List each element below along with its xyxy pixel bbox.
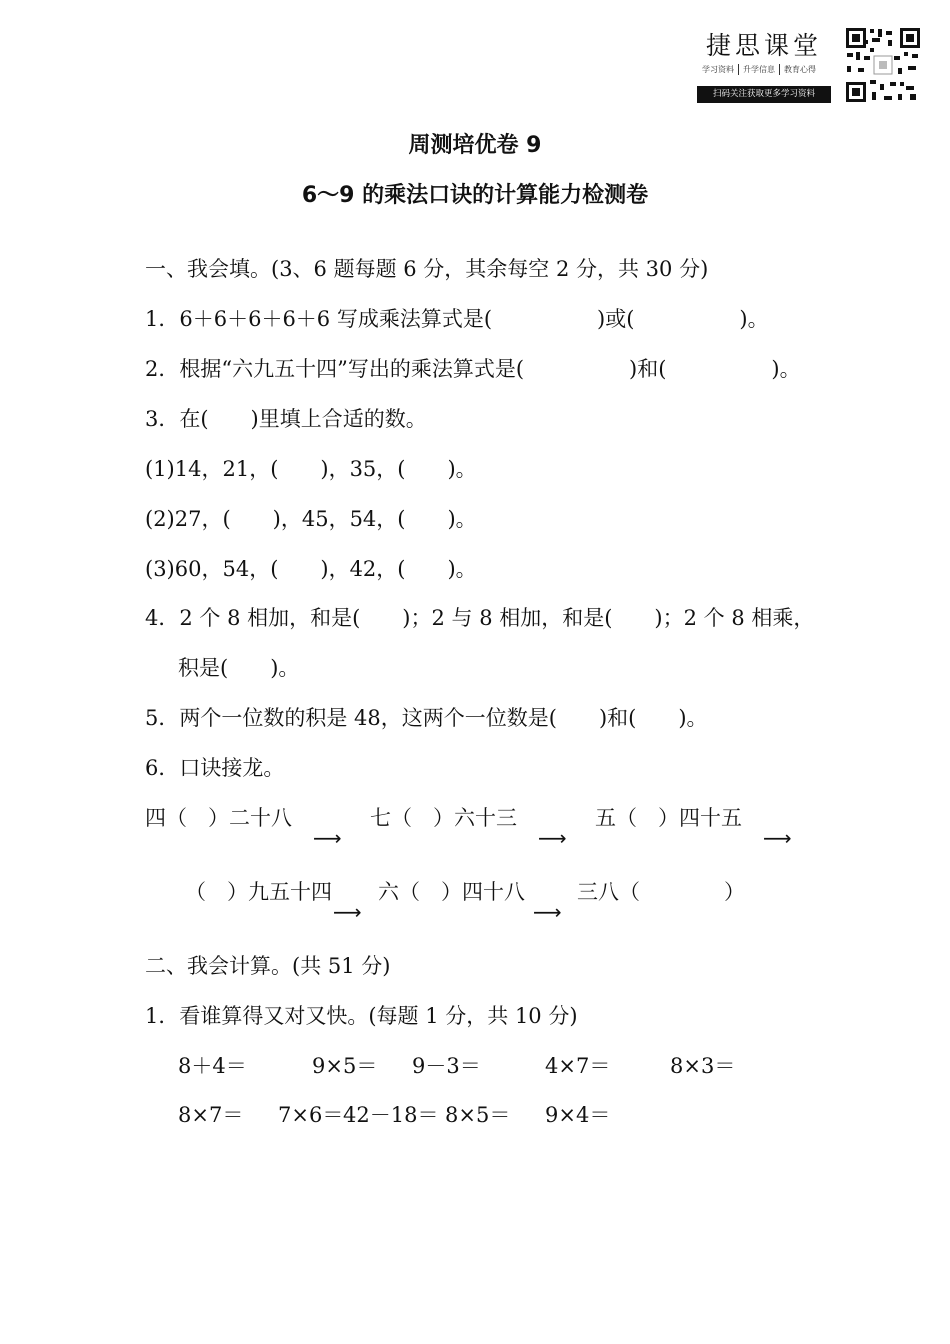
- brand-name: 捷思课堂: [706, 31, 823, 60]
- calc-item: 7×6＝: [278, 1103, 344, 1127]
- chain-item: （ ）九五十四: [185, 880, 332, 904]
- section1-heading: 一、我会填。(3、6 题每题 6 分，其余每空 2 分，共 30 分): [145, 257, 709, 281]
- chain-item: 三八（ ）: [577, 880, 745, 904]
- qr-code-icon: [844, 26, 922, 104]
- chain-item: 七（ ）六十三: [370, 806, 517, 830]
- question-6: 6．口诀接龙。: [145, 756, 285, 780]
- brand-tag: 教育心得: [784, 65, 816, 74]
- page-subtitle: 6～9 的乘法口诀的计算能力检测卷: [301, 183, 649, 208]
- chain-item: 四（ ）二十八: [145, 806, 292, 830]
- section2-question-1: 1．看谁算得又对又快。(每题 1 分，共 10 分): [145, 1004, 578, 1028]
- question-4a: 4．2 个 8 相加，和是( )；2 与 8 相加，和是( )；2 个 8 相乘，: [145, 606, 815, 630]
- arrow-right-icon: ⟶: [538, 826, 567, 850]
- page-title: 周测培优卷 9: [408, 133, 542, 158]
- arrow-right-icon: ⟶: [333, 900, 362, 924]
- section2-heading: 二、我会计算。(共 51 分): [145, 954, 391, 978]
- brand-tag: 学习资料: [698, 64, 739, 75]
- question-3-1: (1)14，21，( )，35，( )。: [145, 457, 477, 481]
- calc-item: 42－18＝: [343, 1103, 439, 1127]
- calc-item: 8×7＝: [178, 1103, 244, 1127]
- question-3-2: (2)27，( )，45，54，( )。: [145, 507, 477, 531]
- calc-item: 8＋4＝: [178, 1054, 247, 1078]
- calc-item: 4×7＝: [545, 1054, 611, 1078]
- chain-item: 六（ ）四十八: [378, 880, 525, 904]
- question-2: 2．根据“六九五十四”写出的乘法算式是( )和( )。: [145, 357, 801, 381]
- arrow-right-icon: ⟶: [313, 826, 342, 850]
- arrow-right-icon: ⟶: [533, 900, 562, 924]
- chain-item: 五（ ）四十五: [595, 806, 742, 830]
- question-3: 3．在( )里填上合适的数。: [145, 407, 427, 431]
- question-3-3: (3)60，54，( )，42，( )。: [145, 557, 477, 581]
- calc-item: 9×5＝: [312, 1054, 378, 1078]
- calc-item: 9×4＝: [545, 1103, 611, 1127]
- question-4b: 积是( )。: [178, 656, 300, 680]
- brand-banner: 扫码关注获取更多学习资料: [697, 86, 831, 103]
- question-1: 1．6＋6＋6＋6＋6 写成乘法算式是( )或( )。: [145, 307, 769, 331]
- brand-tag: 升学信息: [739, 64, 780, 75]
- brand-tags: [698, 64, 820, 75]
- question-5: 5．两个一位数的积是 48，这两个一位数是( )和( )。: [145, 706, 708, 730]
- calc-item: 8×5＝: [445, 1103, 511, 1127]
- calc-item: 8×3＝: [670, 1054, 736, 1078]
- arrow-right-icon: ⟶: [763, 826, 792, 850]
- calc-item: 9－3＝: [412, 1054, 481, 1078]
